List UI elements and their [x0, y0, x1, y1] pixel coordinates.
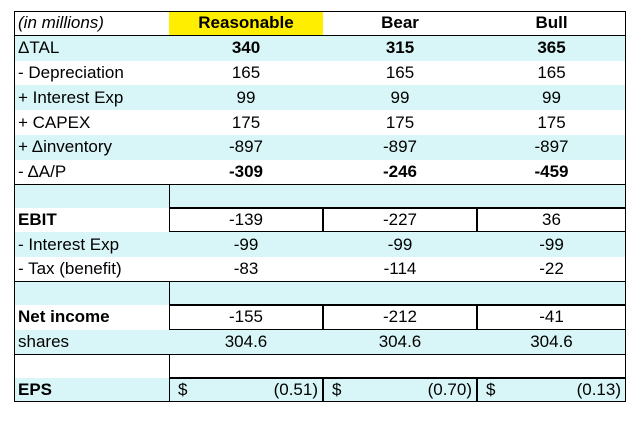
cell-bull: 99 [542, 87, 561, 107]
table-row [14, 61, 626, 86]
spacer-row [14, 282, 626, 305]
cell-reasonable: 340 [231, 38, 261, 58]
row-label: + Δinventory [18, 137, 113, 157]
row-label: EPS [18, 379, 53, 399]
cell-bull [477, 378, 626, 403]
cell-reasonable: -99 [233, 234, 259, 254]
row-label: ΔTAL [18, 38, 60, 58]
eps-value: (0.70) [427, 379, 472, 399]
cell-bull: 165 [537, 62, 566, 82]
row-label: + Interest Exp [18, 87, 124, 107]
cell-reasonable: -309 [228, 161, 264, 181]
table-row [14, 135, 626, 160]
col-header-bear: Bear [381, 12, 419, 32]
cell-bear: 315 [385, 38, 415, 58]
cell-bear: -246 [382, 161, 418, 181]
cell-bear: 304.6 [378, 331, 422, 351]
table-row [14, 36, 626, 61]
table-row [14, 85, 626, 110]
cell-bull: 36 [477, 208, 626, 233]
row-label: - Depreciation [18, 62, 124, 82]
table-row [14, 232, 626, 257]
cell-reasonable: -139 [169, 208, 323, 233]
row-label: + CAPEX [18, 112, 91, 132]
row-label: - ΔA/P [18, 161, 67, 181]
cell-bull: -41 [477, 305, 626, 330]
table-row [14, 257, 626, 282]
row-label: Net income [18, 307, 110, 327]
header-row [14, 11, 626, 36]
cell-reasonable: -897 [228, 137, 264, 157]
cell-bull: 365 [537, 38, 566, 58]
units-label: (in millions) [18, 12, 104, 32]
cell-bear: -99 [387, 234, 413, 254]
row-label: - Tax (benefit) [18, 259, 122, 279]
cell-bear: -897 [382, 137, 418, 157]
eps-value: (0.51) [273, 379, 318, 399]
currency-symbol: $ [332, 379, 342, 399]
currency-symbol: $ [486, 379, 496, 399]
table-row [14, 160, 626, 185]
row-label: - Interest Exp [18, 234, 120, 254]
spacer-row [14, 355, 626, 378]
cell-bear: 99 [390, 87, 410, 107]
row-label: shares [18, 331, 70, 351]
cell-bear: -227 [323, 208, 477, 233]
cell-reasonable: 165 [231, 62, 261, 82]
row-label: EBIT [18, 209, 57, 229]
table-row [14, 208, 626, 233]
col-header-bull: Bull [535, 12, 568, 32]
cell-bull: 304.6 [530, 331, 573, 351]
spacer-row [14, 185, 626, 208]
cell-reasonable: -83 [233, 259, 259, 279]
cell-reasonable [169, 378, 323, 403]
cell-bull: -99 [539, 234, 564, 254]
cell-reasonable: 175 [231, 112, 261, 132]
table-row [14, 330, 626, 355]
cell-reasonable: 99 [236, 87, 256, 107]
spacer-value-block [169, 185, 626, 208]
eps-row [14, 378, 626, 403]
currency-symbol: $ [178, 379, 188, 399]
cell-bear [323, 378, 477, 403]
financial-table [14, 11, 626, 402]
cell-bull: -22 [539, 259, 564, 279]
cell-reasonable: -155 [169, 305, 323, 330]
eps-value: (0.13) [576, 379, 621, 399]
spacer-value-block [169, 355, 626, 378]
cell-bear: 175 [385, 112, 415, 132]
cell-bear: -212 [323, 305, 477, 330]
col-header-reasonable: Reasonable [169, 11, 323, 35]
spacer-value-block [169, 282, 626, 305]
cell-reasonable: 304.6 [224, 331, 268, 351]
cell-bull: -897 [534, 137, 569, 157]
cell-bull: 175 [537, 112, 566, 132]
table-row [14, 305, 626, 330]
table-row [14, 110, 626, 135]
cell-bear: 165 [385, 62, 415, 82]
cell-bull: -459 [534, 161, 569, 181]
cell-bear: -114 [383, 259, 417, 279]
